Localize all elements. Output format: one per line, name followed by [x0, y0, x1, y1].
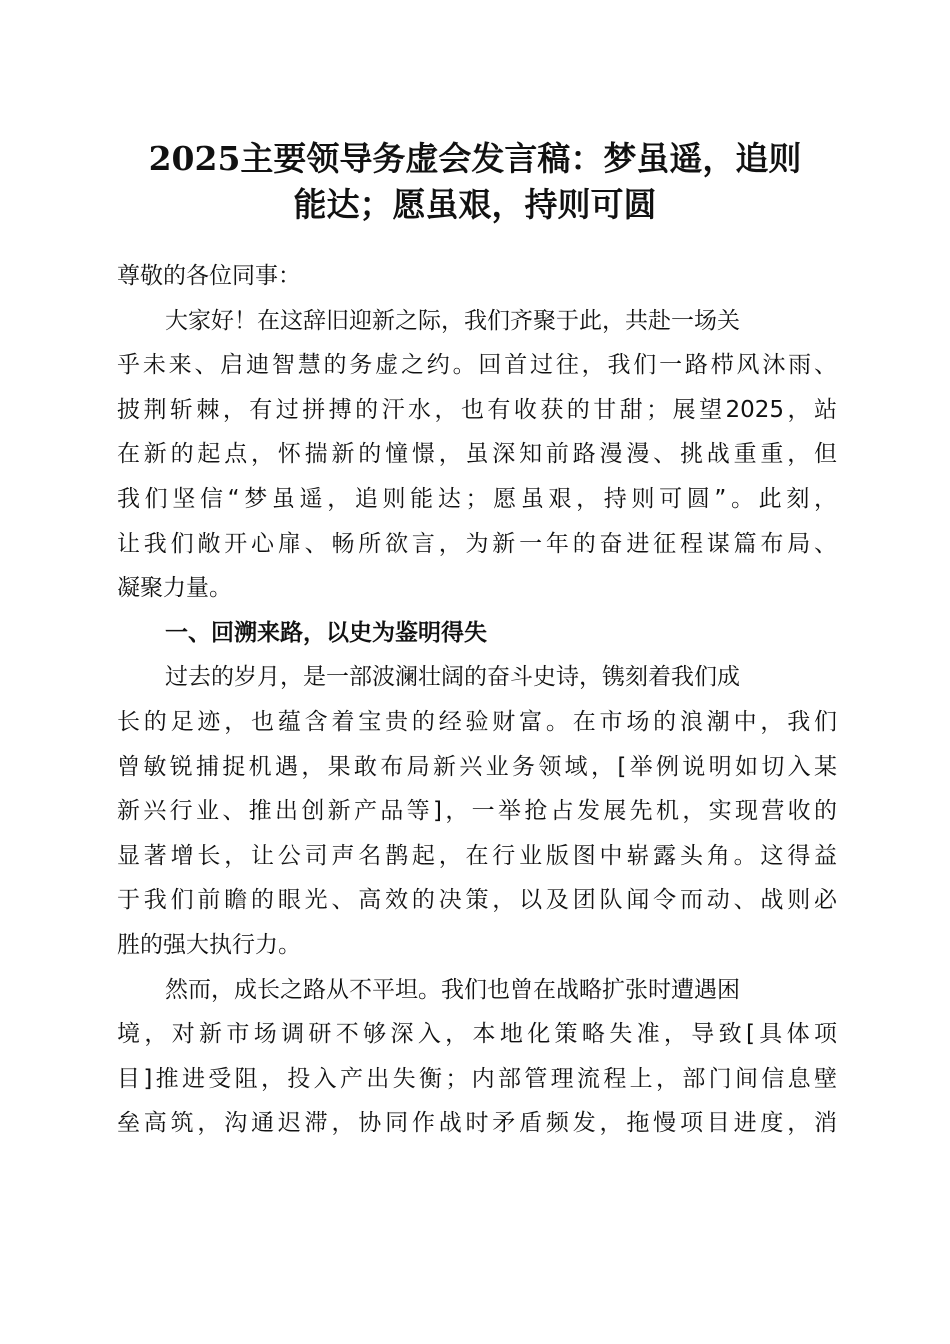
paragraph-line: 大家好！在这辞旧迎新之际，我们齐聚于此，共赴一场关: [165, 307, 740, 334]
paragraph-intro: [117, 299, 837, 611]
paragraph-line: 然而，成长之路从不平坦。我们也曾在战略扩张时遭遇困: [165, 976, 740, 1003]
paragraph-line: 胜的强大执行力。: [117, 931, 301, 958]
paragraph-line: 垒高筑，沟通迟滞，协同作战时矛盾频发，拖慢项目进度，消: [117, 1110, 837, 1137]
paragraph-line: 于我们前瞻的眼光、高效的决策，以及团队闻令而动、战则必: [117, 887, 837, 914]
salutation: 尊敬的各位同事：: [117, 263, 301, 289]
title-line-1: 2025主要领导务虚会发言稿：梦虽遥，追则: [148, 139, 802, 178]
paragraph-line: 目]推进受阻，投入产出失衡；内部管理流程上，部门间信息壁: [117, 1065, 837, 1092]
paragraph-line: 凝聚力量。: [117, 575, 232, 602]
title-line-2: 能达；愿虽艰，持则可圆: [293, 185, 657, 224]
paragraph-line: 让我们敞开心扉、畅所欲言，为新一年的奋进征程谋篇布局、: [117, 530, 837, 557]
paragraph-line: 曾敏锐捕捉机遇，果敢布局新兴业务领域，[举例说明如切入某: [117, 753, 837, 780]
paragraph-line: 乎未来、启迪智慧的务虚之约。回首过往，我们一路栉风沐雨、: [117, 352, 837, 379]
document-body: [117, 254, 837, 1146]
paragraph-line: 我们坚信“梦虽遥，追则能达；愿虽艰，持则可圆”。此刻，: [117, 485, 837, 512]
document-title: [100, 136, 850, 228]
paragraph-line: 新兴行业、推出创新产品等]，一举抢占发展先机，实现营收的: [117, 798, 837, 825]
paragraph-line: 长的足迹，也蕴含着宝贵的经验财富。在市场的浪潮中，我们: [117, 708, 837, 735]
paragraph-line: 在新的起点，怀揣新的憧憬，虽深知前路漫漫、挑战重重，但: [117, 441, 837, 468]
paragraph-review: [117, 655, 837, 967]
section-heading: 一、回溯来路，以史为鉴明得失: [165, 619, 487, 646]
paragraph-line: 显著增长，让公司声名鹊起，在行业版图中崭露头角。这得益: [117, 842, 837, 869]
paragraph-line: 过去的岁月，是一部波澜壮阔的奋斗史诗，镌刻着我们成: [165, 664, 740, 691]
paragraph-line: 境，对新市场调研不够深入，本地化策略失准，导致[具体项: [117, 1021, 837, 1048]
paragraph-challenges: [117, 968, 837, 1146]
paragraph-line: 披荆斩棘，有过拼搏的汗水，也有收获的甘甜；展望2025，站: [117, 396, 837, 423]
